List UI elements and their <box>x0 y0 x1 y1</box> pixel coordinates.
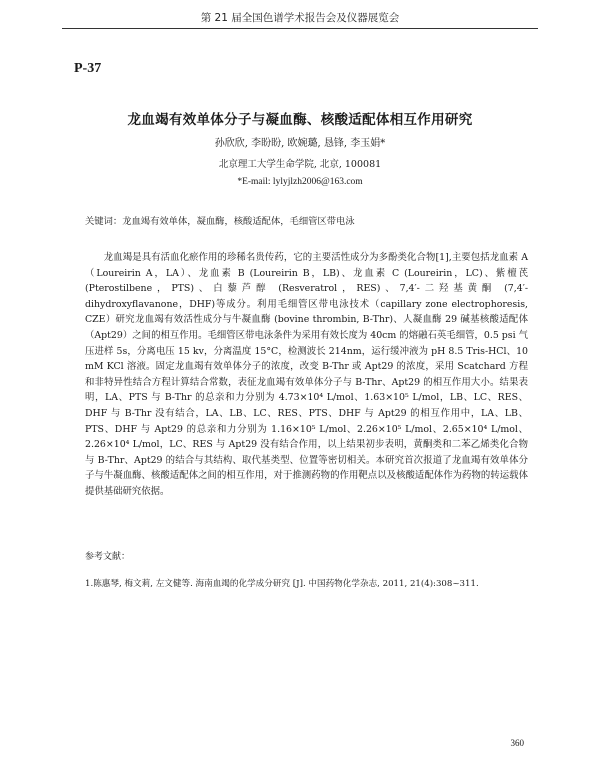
page-number: 360 <box>510 738 524 748</box>
contact-email: *E-mail: lylyjlzh2006@163.com <box>237 177 363 187</box>
author-list: 孙欣欣, 李盼盼, 欧婉璐, 恳锋, 李玉娟* <box>214 138 386 149</box>
paper-title: 龙血竭有效单体分子与凝血酶、核酸适配体相互作用研究 <box>127 112 473 128</box>
references-heading: 参考文献： <box>85 552 131 562</box>
abstract-body: 龙血竭是具有活血化瘀作用的珍稀名贵传药，它的主要活性成分为多酚类化合物[1],主要包括龙血素 A（Loureirin A，LA）、龙血素 B (Loureirin B，LB)、龙血素 C (Loureirin，LC)、紫檀芪 (Pterostilbene，PTS)、白藜芦醇 (Resveratrol，RES)、7,4′-二羟基黄酮 (7,4′-dihydroxyflavanone，DHF)等成分。利用毛细管区带电泳技术（capillary zone electrophoresis, CZE）研究龙血竭有效活性成分与牛凝血酶 (bovine thrombin, B-Thr)、人凝血酶 29 碱基核酸适配体（Apt29）之间的相互作用。毛细管区带电泳条件为采用有效长度为 40cm 的熔融石英毛细管，0.5 psi 气压进样 5s，分离电压 15 kv，分离温度 15°C，检测波长 214nm，运行缓冲液为 pH 8.5 Tris-HCl、10 mM KCl 溶液。固定龙血竭有效单体分子的浓度，改变 B-Thr 或 Apt29 的浓度，采用 Scatchard 方程和非特异性结合方程计算结合常数，表征龙血竭有效单体分子与 B-Thr、Apt29 的相互作用大小。结果表明，LA、PTS 与 B-Thr 的总亲和力分别为 4.73×10⁴ L/mol、1.63×10⁵ L/mol，LB、LC、RES、DHF 与 B-Thr 没有结合，LA、LB、LC、RES、PTS、DHF 与 Apt29 的相互作用中，LA、LB、PTS、DHF 与 Apt29 的总亲和力分别为 1.16×10⁵ L/mol、2.26×10⁵ L/mol、2.65×10⁴ L/mol、2.26×10⁴ L/mol，LC、RES 与 Apt29 没有结合作用，以上结果初步表明，黄酮类和二苯乙烯类化合物与 B-Thr、Apt29 的结合与其结构、取代基类型、位置等密切相关。本研究首次报道了龙血竭有效单体分子与牛凝血酶、核酸适配体之间的相互作用，对于推测药物的作用靶点以及核酸适配体作为药物的转运载体提供基础研究依据。 <box>85 252 528 497</box>
abstract-id: P-37 <box>74 61 102 76</box>
reference-item: 1.陈惠琴, 梅文莉, 左文健等. 海南血竭的化学成分研究 [J]. 中国药物化学杂志, 2011, 21(4):308~311. <box>85 579 479 589</box>
affiliation: 北京理工大学生命学院, 北京, 100081 <box>218 159 382 170</box>
conference-name: 第 21 届全国色谱学术报告会及仪器展览会 <box>200 12 400 24</box>
running-header <box>62 10 538 29</box>
keywords: 关键词：龙血竭有效单体，凝血酶，核酸适配体，毛细管区带电泳 <box>85 216 355 227</box>
